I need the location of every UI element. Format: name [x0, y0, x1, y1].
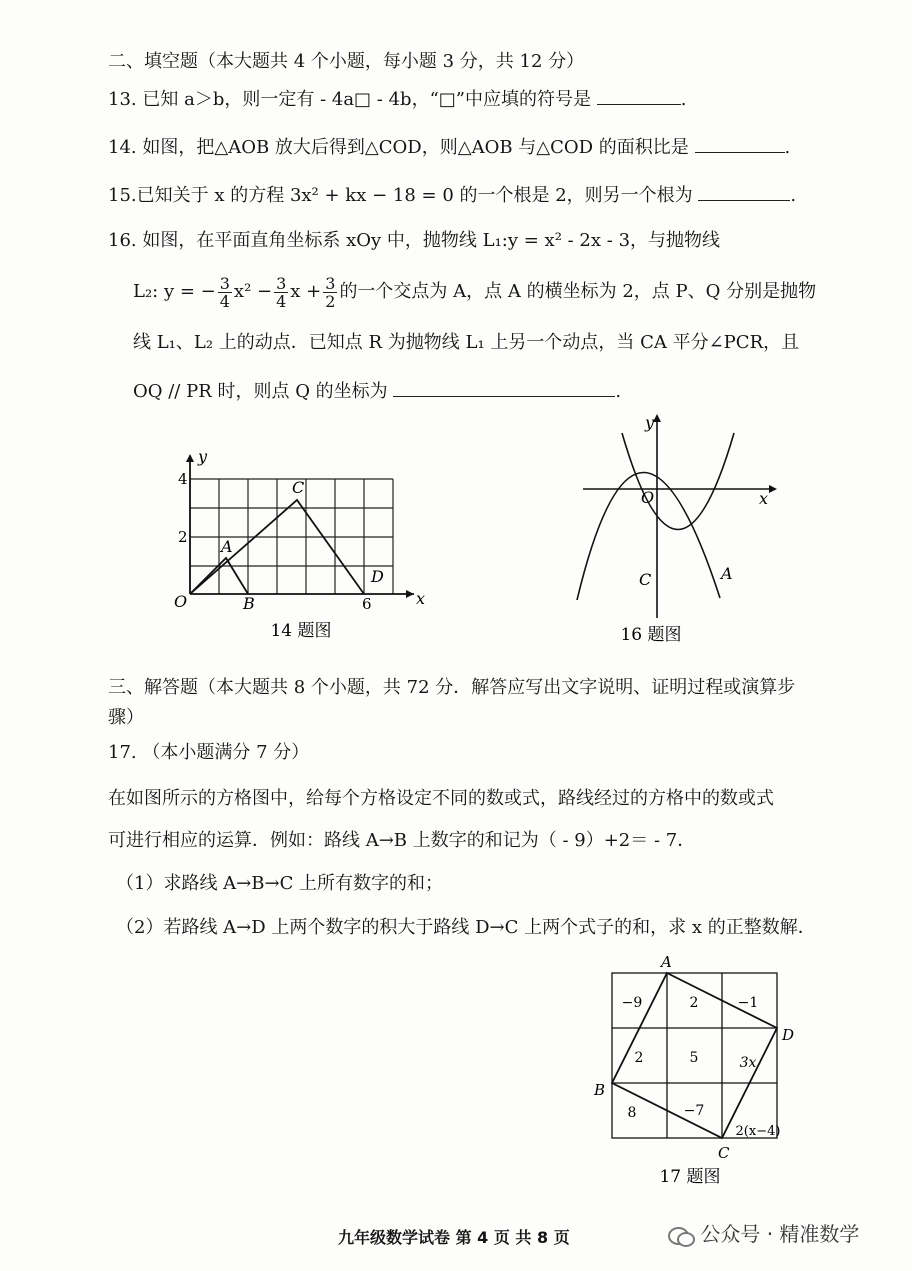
- question-16-line2: [133, 272, 816, 312]
- question-16-line4: OQ // PR 时，则点 Q 的坐标为 .: [133, 378, 621, 404]
- q15-number: 15.: [108, 185, 137, 206]
- q17-subquestion-2: （2）若路线 A→D 上两个数字的积大于路线 D→C 上两个式子的和，求 x 的正整数解．: [116, 917, 816, 938]
- fig14-y-label: y: [198, 447, 208, 466]
- question-16-line3: 线 L₁、L₂ 上的动点．已知点 R 为抛物线 L₁ 上另一个动点，当 CA 平分∠PCR，且: [133, 332, 800, 353]
- fig16-caption: 16 题图: [620, 625, 682, 645]
- fig14-caption: 14 题图: [270, 621, 332, 641]
- q17-paragraph-line1: 在如图所示的方格图中，给每个方格设定不同的数或式，路线经过的方格中的数或式: [108, 788, 774, 809]
- fig17-cell-r2c2: 5: [689, 1050, 699, 1066]
- fig14-tick-2: 2: [178, 528, 188, 546]
- fig16-parabola-l1: [622, 433, 734, 530]
- q15-answer-blank[interactable]: [698, 182, 790, 201]
- q16-l2-text: 的一个交点为 A，点 A 的横坐标为 2，点 P、Q 分别是抛物: [339, 281, 817, 302]
- q13-answer-blank[interactable]: [597, 86, 681, 105]
- fig17-d-label: D: [782, 1026, 795, 1044]
- q16-fraction-2: $\frac{3}{4}$: [276, 273, 287, 311]
- watermark-text: [668, 1222, 859, 1246]
- fig17-cell-r3c1: 8: [627, 1105, 637, 1121]
- fig14-tick-6: 6: [362, 595, 372, 613]
- q16-number: 16.: [108, 230, 137, 251]
- fig17-cell-r1c3: −1: [737, 995, 759, 1011]
- fig14-c-label: C: [292, 478, 305, 497]
- fig17-a-label: A: [661, 955, 672, 971]
- fig16-a-label: A: [721, 564, 733, 583]
- q13-text: 已知 a＞b，则一定有 - 4a□ - 4b，“□”中应填的符号是: [142, 89, 591, 110]
- q13-number: 13.: [108, 89, 137, 110]
- q16-fraction-3: $\frac{3}{2}$: [325, 273, 336, 311]
- fig17-cell-r3c3: 2(x−4): [735, 1124, 781, 1139]
- section3-heading-line2: 骤）: [108, 707, 144, 728]
- section2-heading: 二、填空题（本大题共 4 个小题，每小题 3 分，共 12 分）: [108, 51, 585, 72]
- figure-16: [575, 408, 790, 648]
- q17-title: 17. （本小题满分 7 分）: [108, 742, 310, 763]
- fig17-caption: 17 题图: [659, 1167, 721, 1187]
- page-footer: 九年级数学试卷 第 4 页 共 8 页: [338, 1228, 570, 1247]
- fig17-b-label: B: [594, 1081, 606, 1099]
- q17-subquestion-1: （1）求路线 A→B→C 上所有数字的和；: [116, 873, 444, 894]
- q16-l2-expr-b: x² −: [233, 281, 273, 302]
- fig17-cell-r2c3: 3x: [739, 1055, 757, 1071]
- fig17-cell-r3c2: −7: [683, 1103, 705, 1119]
- q16-answer-blank[interactable]: [393, 378, 615, 397]
- fig17-cell-r2c1: 2: [634, 1050, 644, 1066]
- fig16-x-label: x: [759, 489, 769, 508]
- fig14-o-label: O: [174, 592, 188, 611]
- question-15: 15.已知关于 x 的方程 3x² + kx − 18 = 0 的一个根是 2，则另一个根为 .: [108, 182, 796, 208]
- q17-paragraph-line2: 可进行相应的运算．例如：路线 A→B 上数字的和记为（ - 9）+2＝ - 7．: [108, 830, 696, 851]
- fig17-c-label: C: [718, 1144, 730, 1162]
- q16-fraction-1: $\frac{3}{4}$: [219, 273, 230, 311]
- q15-text: 已知关于 x 的方程 3x² + kx − 18 = 0 的一个根是 2，则另一个根为: [136, 185, 693, 206]
- q16-l2-expr-c: x +: [290, 281, 322, 302]
- fig16-y-label: y: [645, 413, 655, 432]
- q14-text: 如图，把△AOB 放大后得到△COD，则△AOB 与△COD 的面积比是: [142, 137, 689, 158]
- fig14-d-label: D: [371, 567, 384, 586]
- q14-number: 14.: [108, 137, 137, 158]
- q16-line1: 如图，在平面直角坐标系 xOy 中，抛物线 L₁:y = x² - 2x - 3，与抛物线: [142, 230, 721, 251]
- fig14-x-label: x: [416, 589, 426, 608]
- fig17-cell-r1c1: −9: [621, 995, 643, 1011]
- q16-l2-expr-a: L₂: y = −: [133, 281, 216, 302]
- figure-14: [166, 444, 436, 644]
- section3-heading-line1: 三、解答题（本大题共 8 个小题，共 72 分．解答应写出文字说明、证明过程或演算步: [108, 677, 796, 698]
- fig17-cell-r1c2: 2: [689, 995, 699, 1011]
- question-16-line1: [108, 229, 720, 253]
- question-13: 13. 已知 a＞b，则一定有 - 4a□ - 4b，“□”中应填的符号是 .: [108, 86, 686, 112]
- question-14: 14. 如图，把△AOB 放大后得到△COD，则△AOB 与△COD 的面积比是 .: [108, 134, 790, 160]
- fig16-o-label: O: [641, 488, 655, 507]
- fig16-c-label: C: [639, 570, 652, 589]
- figure-17: [590, 955, 810, 1190]
- q16-line4-text: OQ // PR 时，则点 Q 的坐标为: [133, 381, 388, 402]
- fig14-tick-4: 4: [178, 470, 188, 488]
- watermark-label: 公众号 · 精准数学: [700, 1222, 860, 1246]
- q14-answer-blank[interactable]: [695, 134, 785, 153]
- wechat-icon: [668, 1226, 694, 1246]
- fig14-b-label: B: [243, 594, 255, 613]
- fig14-a-label: A: [221, 537, 233, 556]
